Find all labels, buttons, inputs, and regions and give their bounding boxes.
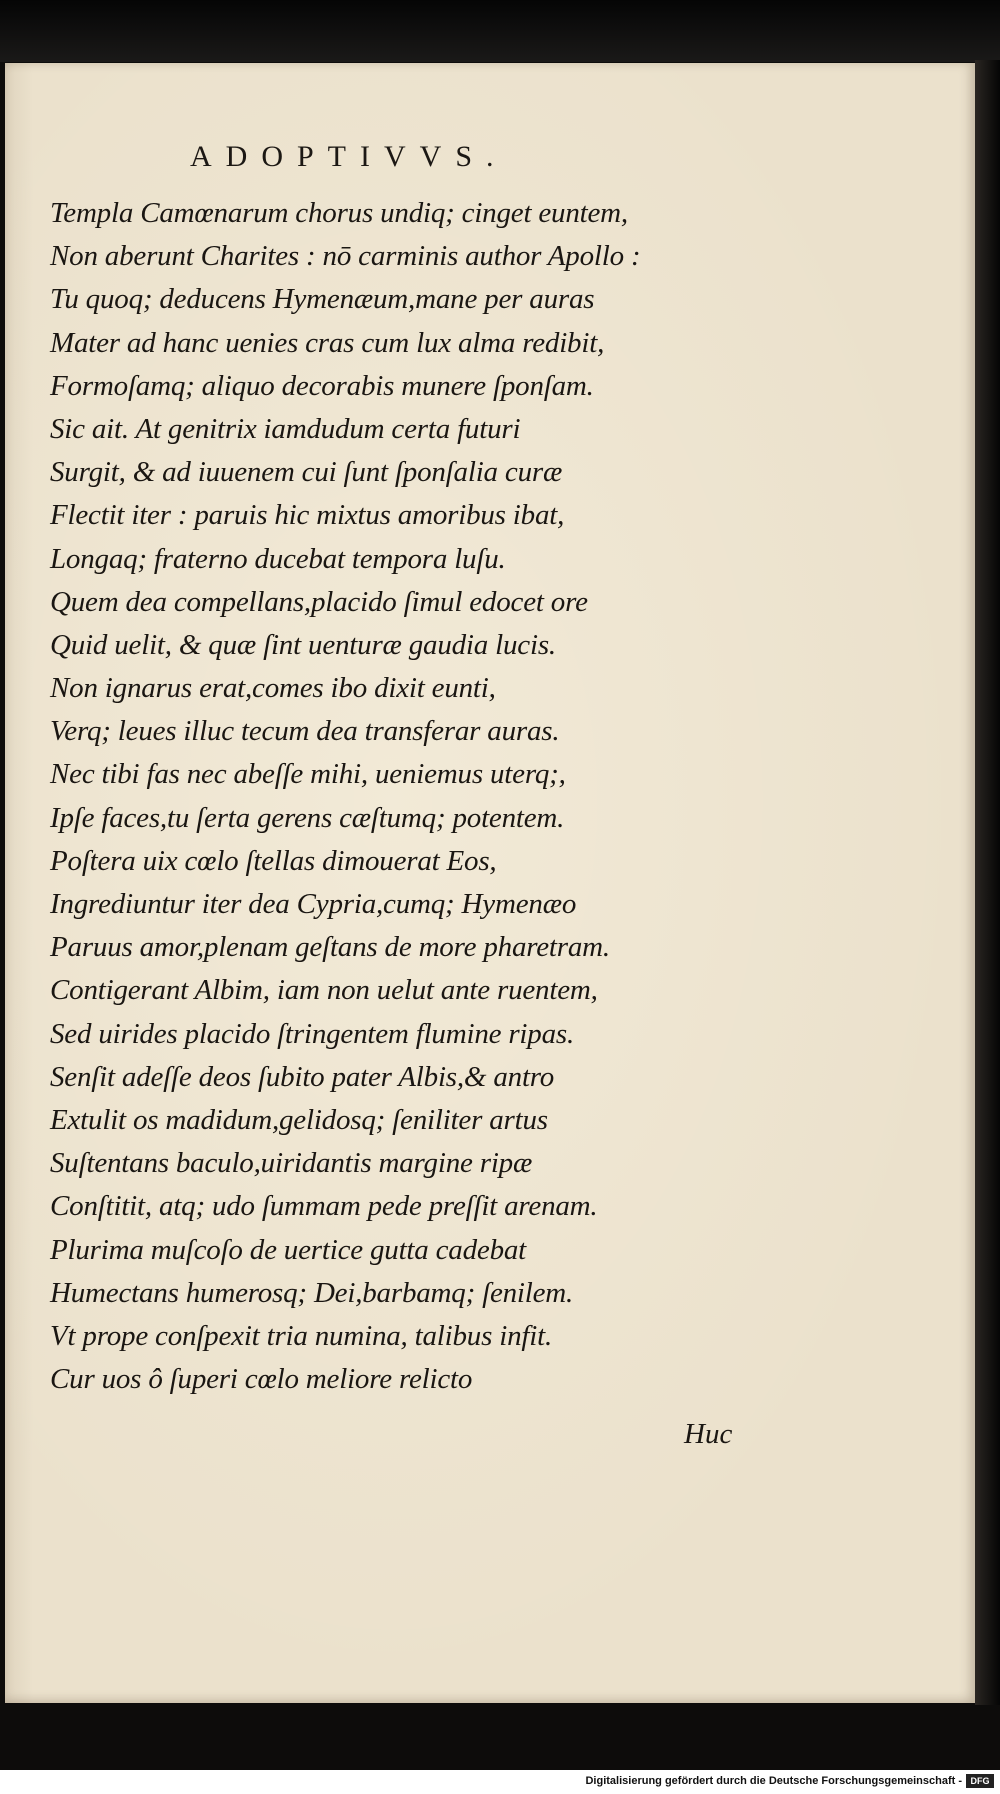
verse-line: Formoſamq; aliquo decorabis munere ſponſam. [50,369,594,402]
verse-line: Longaq; fraterno ducebat tempora luſu. [50,542,506,575]
verse-line: Templa Camœnarum chorus undiq; cinget euntem, [50,197,628,229]
verse-line: Plurima muſcoſo de uertice gutta cadebat [50,1233,527,1266]
page-edge-shadow [975,60,1000,1710]
verse-line: Quem dea compellans,placido ſimul edocet ore [50,585,588,618]
verse-line: Sic ait. At genitrix iamdudum certa futuri [50,412,521,445]
dfg-logo-icon: DFG [966,1774,994,1788]
verse-line: Ipſe faces,tu ſerta gerens cæſtumq; potentem. [50,801,565,834]
verse-line: Tu quoq; deducens Hymenæum,mane per auras [50,283,595,316]
verse-line: Poſtera uix cœlo ſtellas dimouerat Eos, [50,844,497,877]
scan-bottom-border [0,1705,1000,1770]
verse-line: Cur uos ô ſuperi cœlo meliore relicto [50,1363,473,1396]
verse-line: Ingrediuntur iter dea Cypria,cumq; Hymenæo [50,888,577,920]
digitization-credit: Digitalisierung gefördert durch die Deutsche Forschungsgemeinschaft - [585,1775,962,1787]
verse-line: Paruus amor,plenam geſtans de more pharetram. [50,931,610,964]
verse-line: Sed uirides placido ſtringentem flumine ripas. [50,1017,575,1050]
verse-line: Senſit adeſſe deos ſubito pater Albis,& antro [50,1060,555,1093]
verse-line: Quid uelit, & quæ ſint uenturæ gaudia lucis. [50,628,556,661]
verse-line: Flectit iter : paruis hic mixtus amoribus ibat, [50,499,565,532]
scan-top-border [0,0,1000,62]
running-head: ADOPTIVVS. [190,140,508,173]
verse-line: Vt prope conſpexit tria numina, talibus infit. [50,1319,553,1352]
verse-line: Suſtentans baculo,uiridantis margine ripæ [50,1147,533,1180]
verse-line: Surgit, & ad iuuenem cui ſunt ſponſalia curæ [50,456,563,489]
verse-line: Contigerant Albim, iam non uelut ante ruentem, [50,974,598,1007]
verse-line: Conſtitit, atq; udo ſummam pede preſſit arenam. [50,1190,598,1223]
verse-line: Nec tibi fas nec abeſſe mihi, ueniemus uterq;, [50,758,566,791]
catchword: Huc [684,1418,733,1450]
verse-line: Mater ad hanc uenies cras cum lux alma redibit, [50,326,605,359]
verse-line: Verq; leues illuc tecum dea transferar auras. [50,715,560,748]
verse-line: Extulit os madidum,gelidosq; ſeniliter artus [50,1103,548,1136]
verse-line: Non aberunt Charites : nō carminis author Apollo : [50,240,641,273]
verse-line: Non ignarus erat,comes ibo dixit eunti, [50,672,496,705]
verse-line: Humectans humerosq; Dei,barbamq; ſenilem. [50,1276,574,1309]
verse-text [50,192,770,1401]
